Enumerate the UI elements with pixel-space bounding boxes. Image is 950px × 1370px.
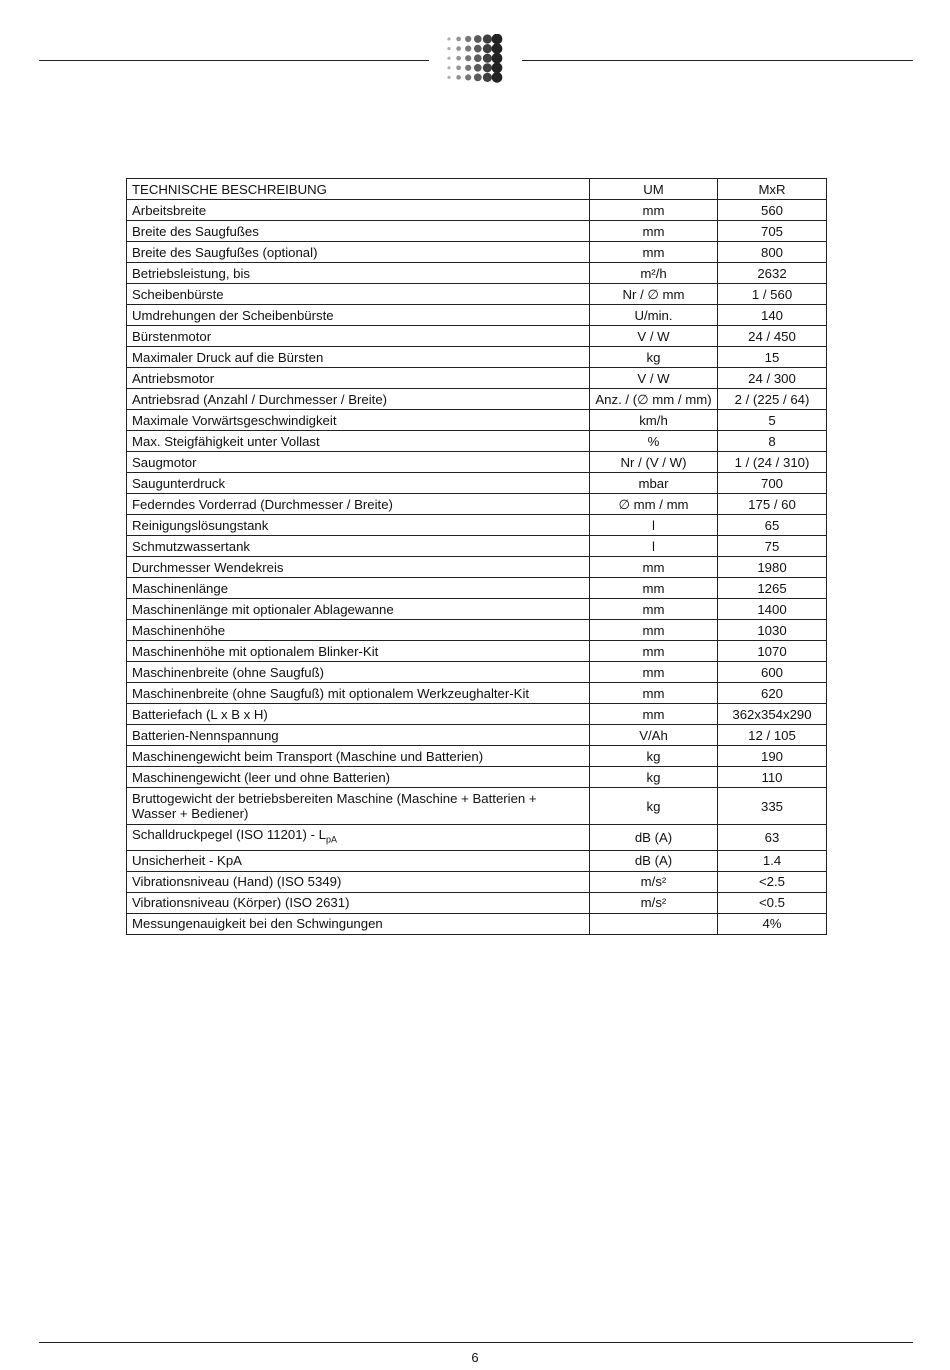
cell-value: 175 / 60 (718, 494, 827, 515)
cell-description: Maschinenlänge (127, 578, 590, 599)
cell-description: Durchmesser Wendekreis (127, 557, 590, 578)
cell-description: Reinigungslösungstank (127, 515, 590, 536)
cell-unit: % (590, 431, 718, 452)
table-row (127, 221, 827, 242)
table-row (127, 326, 827, 347)
cell-description: Maschinenhöhe (127, 620, 590, 641)
table-row (127, 662, 827, 683)
table-row (127, 557, 827, 578)
cell-value: 24 / 300 (718, 368, 827, 389)
table-row (127, 410, 827, 431)
cell-value: 63 (718, 825, 827, 851)
cell-value: 1980 (718, 557, 827, 578)
cell-value: 620 (718, 683, 827, 704)
table-row (127, 704, 827, 725)
cell-description: Maschinenhöhe mit optionalem Blinker-Kit (127, 641, 590, 662)
cell-value: 140 (718, 305, 827, 326)
cell-description: Vibrationsniveau (Hand) (ISO 5349) (127, 871, 590, 892)
cell-description: Bruttogewicht der betriebsbereiten Maschine (Maschine + Batterien + Wasser + Bediener) (127, 788, 590, 825)
cell-unit: mm (590, 221, 718, 242)
column-header-model: MxR (718, 179, 827, 200)
cell-description: Maximale Vorwärtsgeschwindigkeit (127, 410, 590, 431)
header-rule-right (522, 60, 913, 61)
cell-unit: Nr / ∅ mm (590, 284, 718, 305)
cell-value: 1400 (718, 599, 827, 620)
cell-unit: mm (590, 662, 718, 683)
table-row (127, 347, 827, 368)
column-header-unit: UM (590, 179, 718, 200)
cell-description: Arbeitsbreite (127, 200, 590, 221)
cell-description: Max. Steigfähigkeit unter Vollast (127, 431, 590, 452)
cell-unit: ∅ mm / mm (590, 494, 718, 515)
table-row (127, 494, 827, 515)
cell-unit: l (590, 536, 718, 557)
table-row (127, 767, 827, 788)
table-row (127, 200, 827, 221)
cell-unit: mm (590, 620, 718, 641)
cell-unit: l (590, 515, 718, 536)
cell-unit: mm (590, 641, 718, 662)
cell-description: Batterien-Nennspannung (127, 725, 590, 746)
cell-value: 362x354x290 (718, 704, 827, 725)
table-row (127, 850, 827, 871)
table-row (127, 452, 827, 473)
cell-unit: dB (A) (590, 825, 718, 851)
cell-value: 12 / 105 (718, 725, 827, 746)
cell-value: 15 (718, 347, 827, 368)
cell-value: 190 (718, 746, 827, 767)
cell-value: 335 (718, 788, 827, 825)
cell-value: 24 / 450 (718, 326, 827, 347)
table-row (127, 871, 827, 892)
cell-value: 1 / (24 / 310) (718, 452, 827, 473)
cell-value: 700 (718, 473, 827, 494)
table-row (127, 284, 827, 305)
cell-value: 800 (718, 242, 827, 263)
cell-description: Maschinengewicht (leer und ohne Batterien) (127, 767, 590, 788)
header-rule-left (39, 60, 429, 61)
cell-description: Maschinenbreite (ohne Saugfuß) (127, 662, 590, 683)
cell-unit: mm (590, 578, 718, 599)
cell-unit: Nr / (V / W) (590, 452, 718, 473)
table-row (127, 263, 827, 284)
table-row (127, 788, 827, 825)
cell-unit: kg (590, 767, 718, 788)
cell-description: Bürstenmotor (127, 326, 590, 347)
cell-unit: m/s² (590, 892, 718, 913)
cell-unit: U/min. (590, 305, 718, 326)
cell-unit: mm (590, 599, 718, 620)
cell-unit: m²/h (590, 263, 718, 284)
cell-description: Betriebsleistung, bis (127, 263, 590, 284)
dot-grid-logo-icon (444, 34, 504, 84)
cell-description: Maschinenbreite (ohne Saugfuß) mit optionalem Werkzeughalter-Kit (127, 683, 590, 704)
cell-description: Umdrehungen der Scheibenbürste (127, 305, 590, 326)
cell-unit: mbar (590, 473, 718, 494)
cell-description: Schalldruckpegel (ISO $11201) - L_{pA}$ (127, 825, 590, 851)
cell-value: 2 / (225 / 64) (718, 389, 827, 410)
cell-unit: mm (590, 200, 718, 221)
cell-value: 65 (718, 515, 827, 536)
cell-description: Saugunterdruck (127, 473, 590, 494)
cell-description: Maximaler Druck auf die Bürsten (127, 347, 590, 368)
table-row (127, 892, 827, 913)
table-row (127, 473, 827, 494)
cell-unit: km/h (590, 410, 718, 431)
cell-description: Messungenauigkeit bei den Schwingungen (127, 913, 590, 934)
table-row (127, 599, 827, 620)
cell-description: Vibrationsniveau (Körper) (ISO 2631) (127, 892, 590, 913)
table-row (127, 536, 827, 557)
cell-description: Saugmotor (127, 452, 590, 473)
cell-value: 560 (718, 200, 827, 221)
table-row (127, 641, 827, 662)
table-row (127, 515, 827, 536)
cell-description: Breite des Saugfußes (127, 221, 590, 242)
cell-value: 1265 (718, 578, 827, 599)
table-row (127, 389, 827, 410)
cell-unit: V / W (590, 368, 718, 389)
cell-value: 5 (718, 410, 827, 431)
table-row (127, 825, 827, 851)
table-row (127, 431, 827, 452)
cell-unit: V / W (590, 326, 718, 347)
cell-unit: m/s² (590, 871, 718, 892)
cell-value: <0.5 (718, 892, 827, 913)
table-row (127, 305, 827, 326)
table-row (127, 725, 827, 746)
cell-description: Maschinenlänge mit optionaler Ablagewanne (127, 599, 590, 620)
cell-unit: kg (590, 788, 718, 825)
table-row (127, 746, 827, 767)
cell-value: 600 (718, 662, 827, 683)
cell-description: Antriebsrad (Anzahl / Durchmesser / Breite) (127, 389, 590, 410)
cell-description: Maschinengewicht beim Transport (Maschine und Batterien) (127, 746, 590, 767)
cell-value: 2632 (718, 263, 827, 284)
cell-description: Breite des Saugfußes (optional) (127, 242, 590, 263)
cell-value: 75 (718, 536, 827, 557)
table-row (127, 578, 827, 599)
cell-value: 1.4 (718, 850, 827, 871)
table-row (127, 913, 827, 934)
cell-value: 110 (718, 767, 827, 788)
footer-rule (39, 1342, 913, 1343)
cell-unit: dB (A) (590, 850, 718, 871)
table-header-row (127, 179, 827, 200)
cell-value: 1 / 560 (718, 284, 827, 305)
cell-unit (590, 913, 718, 934)
cell-unit: mm (590, 683, 718, 704)
page-number: 6 (471, 1350, 479, 1365)
table-row (127, 368, 827, 389)
cell-unit: kg (590, 347, 718, 368)
cell-value: 1070 (718, 641, 827, 662)
cell-value: 8 (718, 431, 827, 452)
cell-unit: mm (590, 704, 718, 725)
cell-description: Unsicherheit - KpA (127, 850, 590, 871)
cell-unit: Anz. / (∅ mm / mm) (590, 389, 718, 410)
cell-description: Schmutzwassertank (127, 536, 590, 557)
cell-description: Antriebsmotor (127, 368, 590, 389)
cell-description: Batteriefach (L x B x H) (127, 704, 590, 725)
cell-value: 4% (718, 913, 827, 934)
cell-unit: mm (590, 557, 718, 578)
cell-value: 1030 (718, 620, 827, 641)
cell-unit: kg (590, 746, 718, 767)
technical-specifications-table (126, 178, 827, 935)
cell-unit: mm (590, 242, 718, 263)
cell-value: <2.5 (718, 871, 827, 892)
table-row (127, 620, 827, 641)
column-header-description: TECHNISCHE BESCHREIBUNG (127, 179, 590, 200)
cell-unit: V/Ah (590, 725, 718, 746)
cell-description: Scheibenbürste (127, 284, 590, 305)
cell-value: 705 (718, 221, 827, 242)
table-row (127, 242, 827, 263)
cell-description: Federndes Vorderrad (Durchmesser / Breite) (127, 494, 590, 515)
table-row (127, 683, 827, 704)
